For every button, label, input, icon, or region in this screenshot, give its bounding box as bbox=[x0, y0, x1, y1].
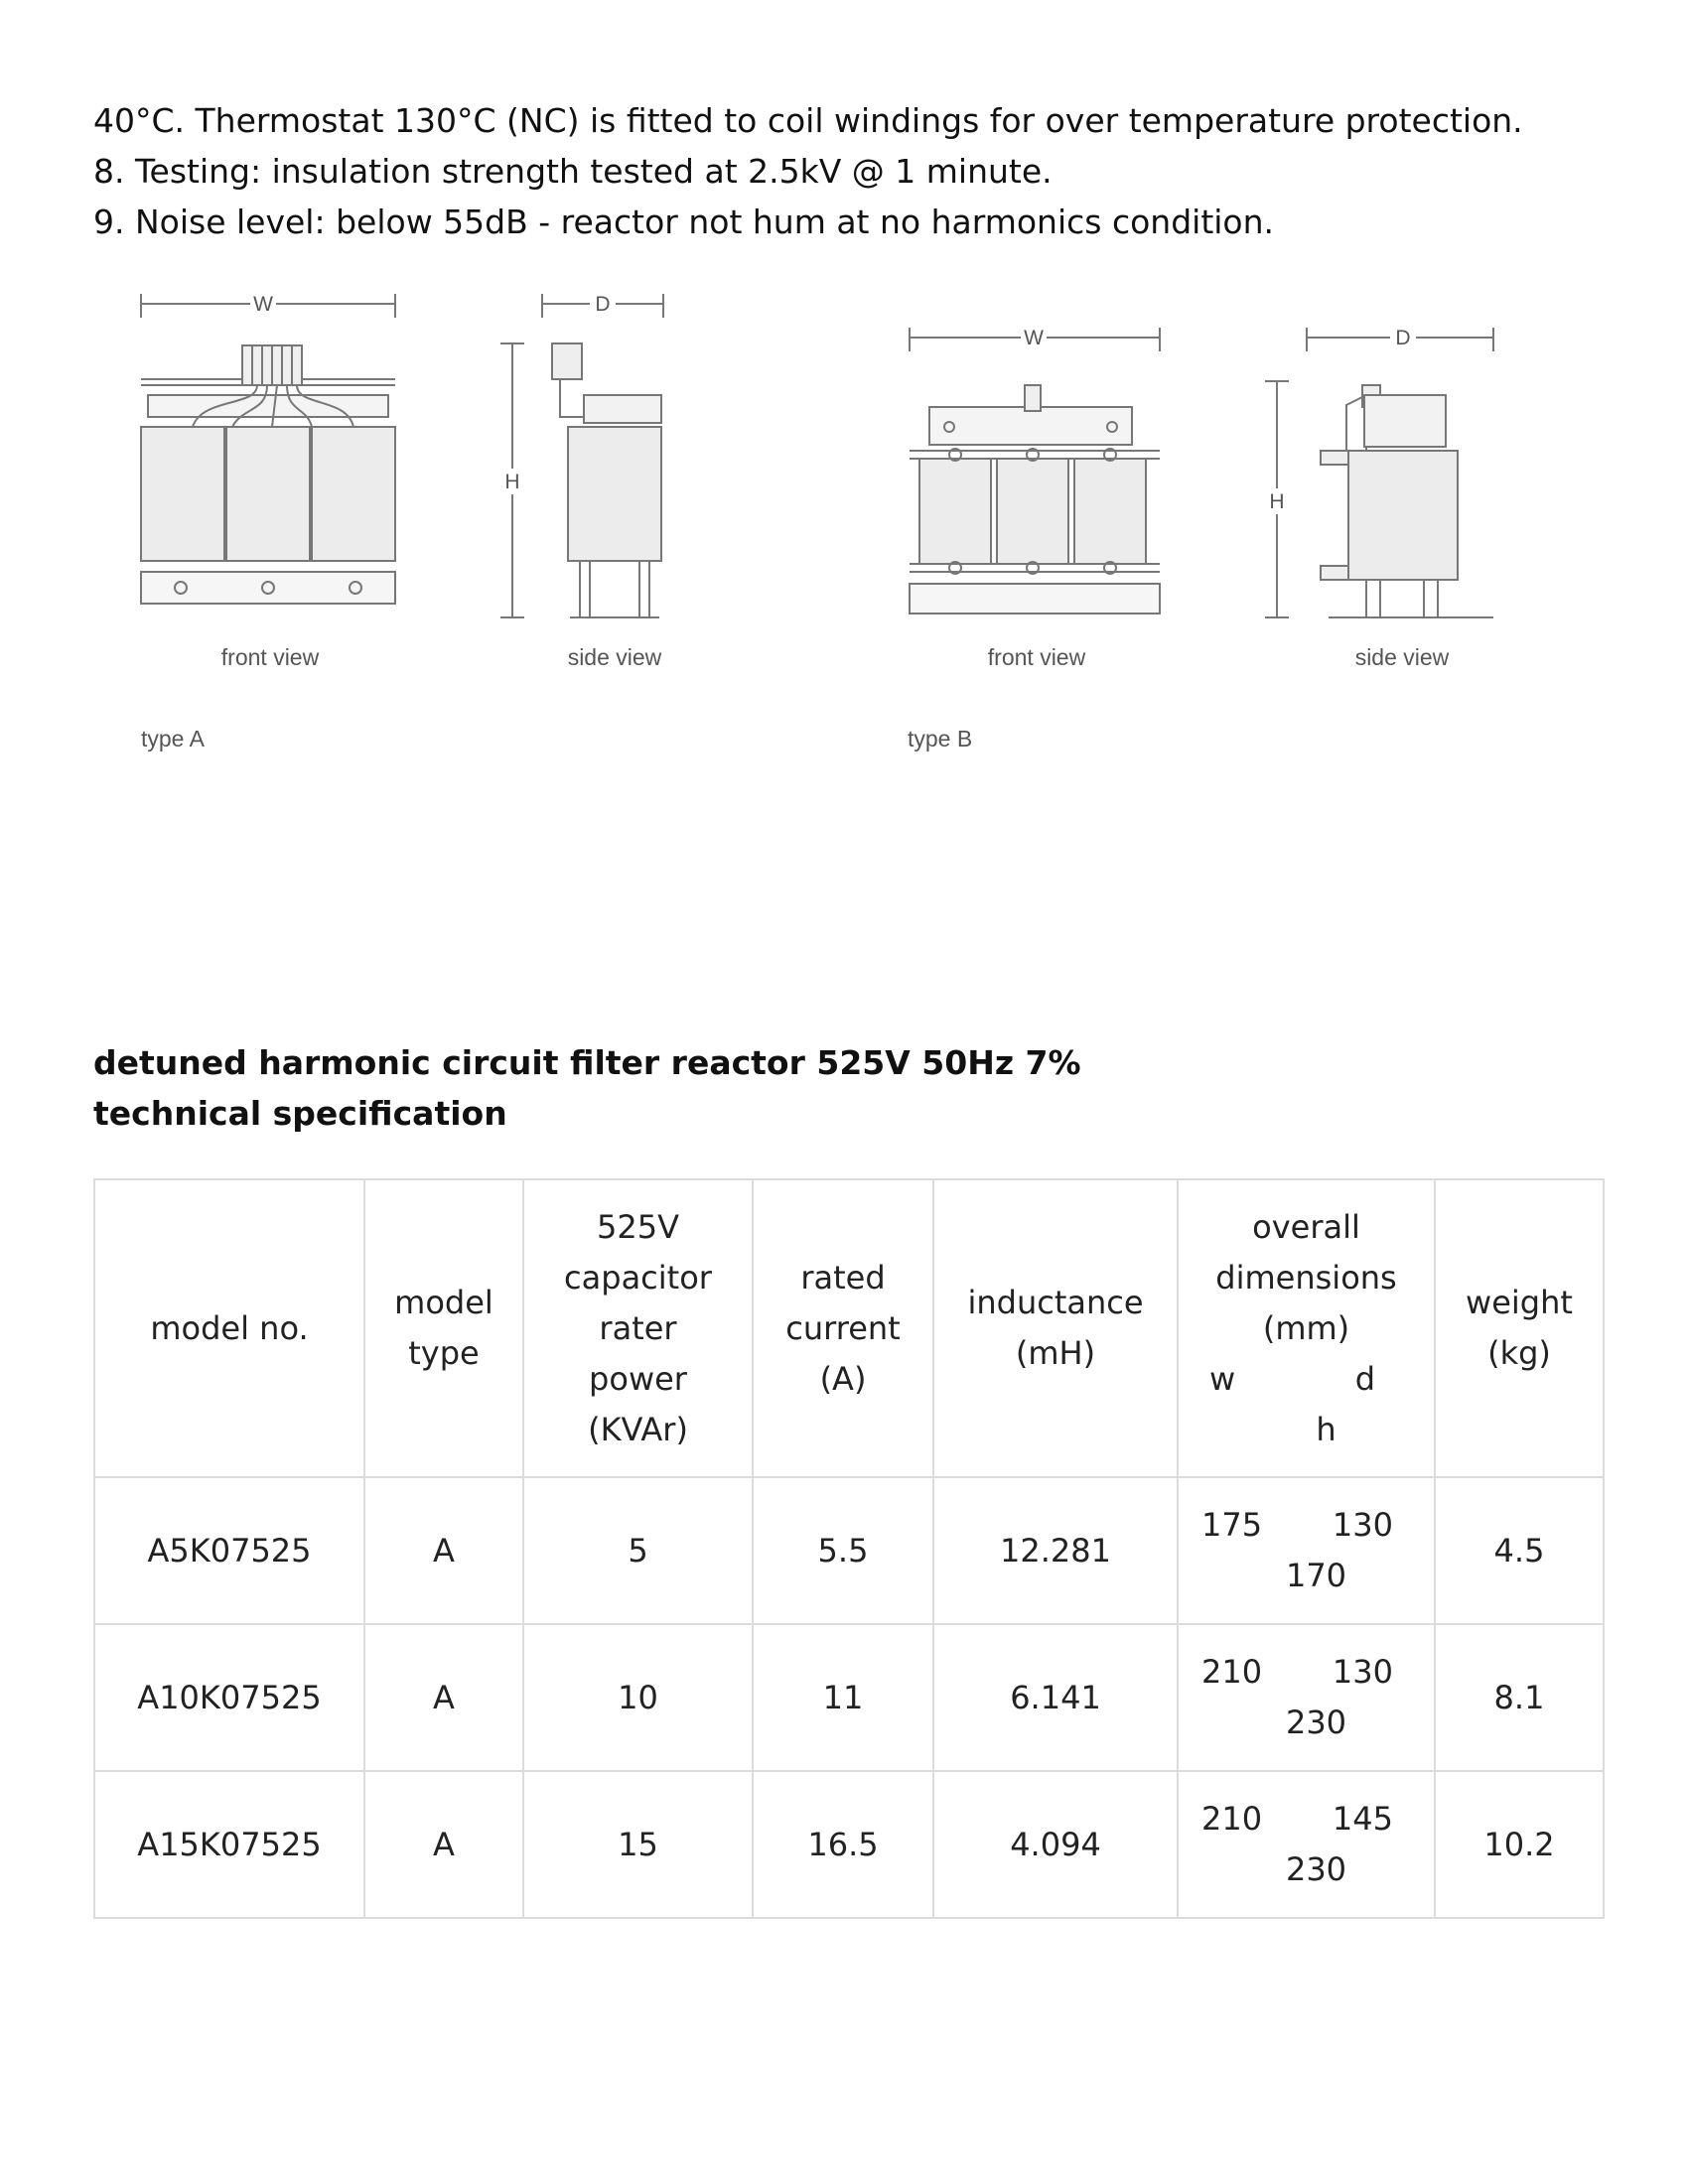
type-a-side-drawing bbox=[500, 292, 663, 617]
type-a-front-w-label: W bbox=[253, 293, 273, 316]
cell-model: A15K07525 bbox=[94, 1771, 364, 1918]
type-b-side-h-label: H bbox=[1269, 490, 1285, 513]
table-row bbox=[94, 1477, 1604, 1624]
cell-weight: 8.1 bbox=[1435, 1624, 1604, 1771]
type-b-label: type B bbox=[908, 726, 973, 751]
spec-heading bbox=[93, 1037, 1285, 1139]
cell-power: 5 bbox=[523, 1477, 753, 1624]
cell-weight: 10.2 bbox=[1435, 1771, 1604, 1918]
cell-dimensions: 175 130 170 bbox=[1178, 1477, 1435, 1624]
type-a-side-h-label: H bbox=[504, 471, 520, 493]
cell-dimensions: 210 130 230 bbox=[1178, 1624, 1435, 1771]
reactor-drawings bbox=[93, 268, 1603, 784]
cell-dimensions: 210 145 230 bbox=[1178, 1771, 1435, 1918]
header-inductance: inductance (mH) bbox=[933, 1179, 1178, 1477]
cell-current: 16.5 bbox=[753, 1771, 933, 1918]
type-b-front-w-label: W bbox=[1024, 327, 1044, 349]
cell-model: A5K07525 bbox=[94, 1477, 364, 1624]
table-row bbox=[94, 1624, 1604, 1771]
type-a-side-view-label: side view bbox=[567, 644, 662, 670]
spec-heading-line-2: technical specification bbox=[93, 1094, 507, 1133]
type-b-side-view-label: side view bbox=[1354, 644, 1450, 670]
header-model-no: model no. bbox=[94, 1179, 364, 1477]
table-header-row bbox=[94, 1179, 1604, 1477]
cell-type: A bbox=[364, 1771, 523, 1918]
cell-current: 5.5 bbox=[753, 1477, 933, 1624]
note-line-3: 9. Noise level: below 55dB - reactor not hum at no harmonics condition. bbox=[93, 203, 1275, 241]
cell-current: 11 bbox=[753, 1624, 933, 1771]
cell-type: A bbox=[364, 1624, 523, 1771]
cell-model: A10K07525 bbox=[94, 1624, 364, 1771]
type-a-side-d-label: D bbox=[595, 293, 611, 316]
cell-power: 10 bbox=[523, 1624, 753, 1771]
cell-type: A bbox=[364, 1477, 523, 1624]
table-row bbox=[94, 1771, 1604, 1918]
spec-table bbox=[93, 1178, 1605, 1919]
type-b-front-view-label: front view bbox=[987, 644, 1086, 670]
type-a-front-drawing bbox=[141, 292, 395, 604]
header-power: 525V capacitor rater power (KVAr) bbox=[523, 1179, 753, 1477]
header-weight: weight (kg) bbox=[1435, 1179, 1604, 1477]
type-b-side-drawing bbox=[1265, 326, 1493, 617]
cell-inductance: 4.094 bbox=[933, 1771, 1178, 1918]
type-b-side-d-label: D bbox=[1395, 327, 1411, 349]
type-b-front-drawing bbox=[910, 326, 1160, 614]
note-line-2: 8. Testing: insulation strength tested at 2.5kV @ 1 minute. bbox=[93, 152, 1053, 191]
header-model-type: model type bbox=[364, 1179, 523, 1477]
cell-weight: 4.5 bbox=[1435, 1477, 1604, 1624]
spec-heading-line-1: detuned harmonic circuit filter reactor 525V 50Hz 7% bbox=[93, 1043, 1081, 1082]
header-dimensions: overall dimensions (mm) w d h bbox=[1178, 1179, 1435, 1477]
cell-power: 15 bbox=[523, 1771, 753, 1918]
note-line-1: 40°C. Thermostat 130°C (NC) is fitted to coil windings for over temperature protection. bbox=[93, 101, 1523, 140]
type-a-label: type A bbox=[141, 726, 205, 751]
spec-notes bbox=[93, 95, 1642, 247]
type-a-front-view-label: front view bbox=[220, 644, 320, 670]
header-rated-current: rated current (A) bbox=[753, 1179, 933, 1477]
cell-inductance: 12.281 bbox=[933, 1477, 1178, 1624]
cell-inductance: 6.141 bbox=[933, 1624, 1178, 1771]
